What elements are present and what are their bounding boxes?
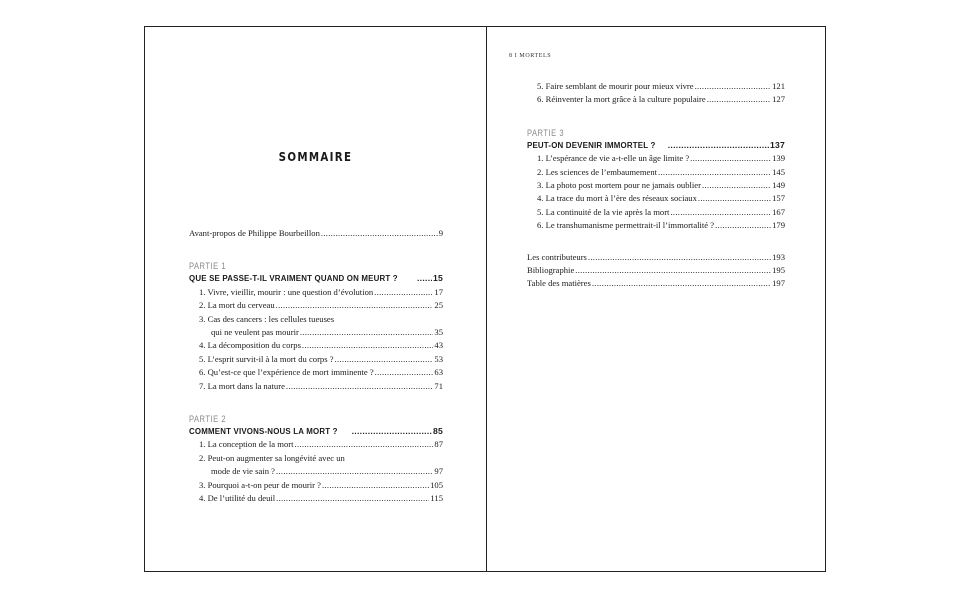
toc-entry-page: 121 [772,81,785,91]
toc-entry-page: 17 [434,286,443,297]
toc-entry[interactable] [527,80,785,93]
toc-entry-title: 2. La mort du cerveau [199,300,275,311]
toc-entry[interactable] [189,438,443,451]
toc-entry-title: 1. La conception de la mort [199,439,294,450]
toc-entry-title: 5. Faire semblant de mourir pour mieux vivre [537,81,694,91]
toc-entry-title: 5. La continuité de la vie après la mort [537,206,670,217]
toc-entry-title: 4. La trace du mort à l’ère des réseaux sociaux [537,193,697,204]
toc-entry-page: 25 [434,300,443,311]
leader-dots [321,227,438,240]
toc-entry[interactable] [189,380,443,393]
leader-dots [276,299,434,312]
part-heading[interactable] [189,272,443,285]
toc-entry-title: 2. Les sciences de l’embaumement [537,166,658,177]
toc-entry-title: Avant-propos de Philippe Bourbeillon [189,228,320,238]
toc-entry[interactable] [189,339,443,352]
toc-entry-title: 1. Vivre, vieillir, mourir : une question d’évolution [199,286,374,297]
leader-dots [417,272,432,285]
toc-entry-page: 197 [772,278,785,289]
page-title: SOMMAIRE [278,149,353,164]
leader-dots [322,479,429,492]
part-heading[interactable] [189,425,443,438]
toc-entry[interactable] [189,326,443,339]
toc-foreword[interactable] [189,227,443,240]
leader-dots [335,353,434,366]
toc-entry[interactable] [527,206,785,219]
toc-entry-title: 1. L’espérance de vie a-t-elle un âge limite ? [537,153,690,164]
toc-entry-title: 4. La décomposition du corps [199,340,301,351]
leader-dots [375,366,434,379]
toc-entry-page: 63 [434,367,443,378]
toc-entry[interactable] [527,93,785,106]
toc-entry-page: 167 [772,206,785,217]
leader-dots [302,339,433,352]
leader-dots [352,425,432,438]
toc-entry-page: 71 [434,380,443,391]
leader-dots [276,465,433,478]
toc-entry-title: 4. De l’utilité du deuil [199,493,276,504]
leader-dots [690,152,771,165]
toc-entry-title-line1[interactable]: 3. Cas des cancers : les cellules tueuses [199,313,335,324]
toc-entry[interactable] [189,479,443,492]
toc-entry-page: 127 [772,94,785,105]
leader-dots [668,139,769,152]
toc-entry-page: 195 [772,265,785,276]
running-head: 8 I MORTELS [509,53,552,59]
book-spread [144,26,826,572]
leader-dots [374,286,433,299]
part-heading-title: COMMENT VIVONS-NOUS LA MORT ? [189,426,338,437]
toc-entry[interactable] [189,366,443,379]
toc-entry-title: 6. Le transhumanisme permettrait-il l’immortalité ? [537,220,715,231]
toc-entry[interactable] [189,299,443,312]
toc-entry-title: 5. L’esprit survit-il à la mort du corps ? [199,353,334,364]
leader-dots [588,251,771,264]
toc-entry-page: 43 [434,340,443,351]
toc-entry-page: 139 [772,153,785,164]
toc-entry-title-line2: mode de vie sain ? [211,466,275,477]
toc-entry[interactable] [527,166,785,179]
toc-entry-page: 87 [434,439,443,450]
toc-entry[interactable] [527,192,785,205]
leader-dots [658,166,771,179]
part-label: PARTIE 1 [189,261,227,272]
toc-right [527,80,785,291]
leader-dots [286,380,433,393]
toc-entry[interactable] [189,465,443,478]
leader-dots [300,326,434,339]
toc-entry[interactable] [527,219,785,232]
toc-entry[interactable] [189,286,443,299]
toc-entry-page: 179 [772,220,785,231]
toc-entry-page: 149 [772,180,785,191]
right-page [487,27,827,571]
part-heading-title: QUE SE PASSE-T-IL VRAIMENT QUAND ON MEURT ? [189,273,398,284]
toc-entry[interactable] [189,492,443,505]
toc-entry[interactable] [527,179,785,192]
toc-entry-page: 53 [434,353,443,364]
toc-entry-page: 105 [430,479,443,490]
leader-dots [276,492,429,505]
part-label: PARTIE 3 [527,127,565,138]
back-matter-entry[interactable] [527,251,785,264]
leader-dots [575,264,771,277]
leader-dots [715,219,771,232]
part-heading-page: 15 [433,273,443,284]
toc-entry-page: 145 [772,166,785,177]
toc-entry-title: 3. La photo post mortem pour ne jamais oublier [537,180,701,191]
toc-entry-title: 6. Réinventer la mort grâce à la culture populaire [537,94,706,105]
back-matter-entry[interactable] [527,264,785,277]
leader-dots [707,93,771,106]
toc-entry[interactable] [189,353,443,366]
toc-entry-title: 3. Pourquoi a-t-on peur de mourir ? [199,479,321,490]
toc-entry-title: 7. La mort dans la nature [199,380,285,391]
leader-dots [698,192,771,205]
toc-entry-title: 6. Qu’est-ce que l’expérience de mort imminente ? [199,367,374,378]
part-label: PARTIE 2 [189,414,227,425]
toc-entry-page: 193 [772,251,785,262]
part-heading-title: PEUT-ON DEVENIR IMMORTEL ? [527,139,656,150]
toc-entry[interactable] [527,152,785,165]
leader-dots [295,438,434,451]
left-page [145,27,486,571]
toc-entry-title: Bibliographie [527,265,575,276]
back-matter-entry[interactable] [527,277,785,290]
leader-dots [670,206,771,219]
leader-dots [592,277,771,290]
toc-entry-page: 35 [434,327,443,338]
toc-entry-page: 97 [434,466,443,477]
part-heading[interactable] [527,139,785,152]
toc-entry-title: Table des matières [527,278,591,289]
toc-entry-page: 115 [430,493,443,504]
toc-entry-page: 157 [772,193,785,204]
part-heading-page: 137 [770,139,785,150]
leader-dots [702,179,771,192]
toc-entry-title: Les contributeurs [527,251,587,262]
leader-dots [695,80,772,93]
toc-left [189,227,443,506]
toc-entry-page: 9 [438,228,443,238]
toc-entry-title-line2: qui ne veulent pas mourir [211,327,299,338]
toc-entry-title-line1[interactable]: 2. Peut-on augmenter sa longévité avec un [199,452,345,463]
part-heading-page: 85 [433,426,443,437]
